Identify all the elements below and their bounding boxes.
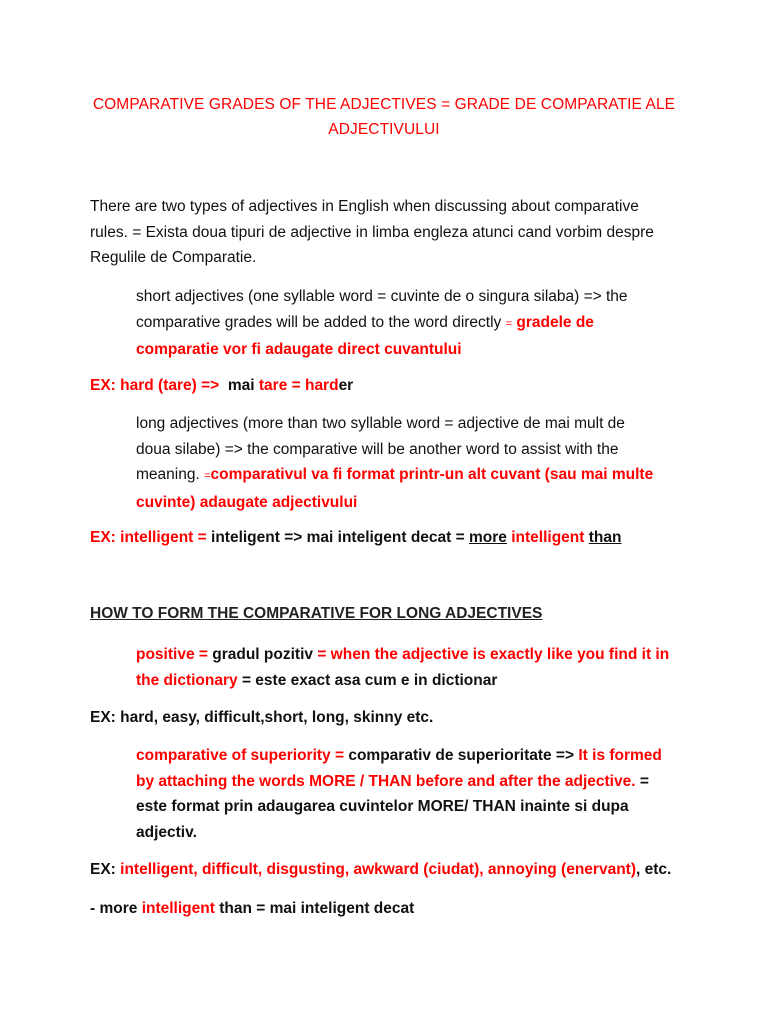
long-line-3	[136, 462, 681, 490]
superiority-part-e: =	[639, 772, 649, 790]
example-hard	[90, 373, 690, 399]
long-line-4: cuvinte) adaugate adjectivului	[136, 493, 358, 511]
ex4-part-c: , etc.	[636, 861, 672, 878]
positive-part-a: positive =	[136, 646, 208, 663]
intro-line-3: Regulile de Comparatie.	[90, 249, 257, 266]
example-superiority-list	[90, 857, 690, 883]
long-equals: =	[204, 470, 211, 482]
superiority-line-4: adjectiv.	[136, 823, 197, 841]
ex5-part-b: intelligent	[141, 900, 215, 917]
ex1-part-d: er	[338, 377, 354, 394]
example-more-intelligent	[90, 896, 690, 922]
ex2-part-a: EX: intelligent =	[90, 529, 207, 546]
example-positive-list: EX: hard, easy, difficult,short, long, skinny etc.	[90, 709, 434, 726]
ex4-part-a: EX:	[90, 861, 116, 878]
superiority-line-2	[136, 769, 681, 795]
ex1-part-c: tare = hard	[258, 377, 339, 394]
positive-part-e: = este exact asa cum e in dictionar	[241, 671, 498, 689]
positive-part-b: gradul pozitiv	[212, 646, 313, 663]
long-line-2: doua silabe) => the comparative will be another word to assist with the	[136, 440, 619, 458]
long-red-text: comparativul va fi format printr-un alt cuvant (sau mai multe	[210, 466, 654, 483]
ex5-part-c: than = mai inteligent decat	[219, 900, 415, 917]
bullet-short-adjectives	[136, 284, 681, 363]
superiority-part-b: comparativ de superioritate =>	[348, 747, 575, 764]
bullet-long-adjectives	[136, 411, 681, 515]
ex1-part-a: EX: hard (tare) =>	[90, 377, 220, 394]
ex2-part-b: inteligent => mai inteligent decat =	[211, 529, 465, 546]
ex2-than: than	[588, 529, 622, 546]
superiority-part-c: It is formed	[578, 747, 662, 764]
document-title	[60, 92, 708, 142]
short-red-text: gradele de	[516, 313, 594, 331]
ex1-part-b: mai	[227, 377, 255, 394]
ex2-more: more	[469, 529, 507, 546]
positive-part-c: = when the adjective is exactly like you find it in	[317, 646, 670, 663]
positive-line-1	[136, 642, 681, 668]
superiority-part-a: comparative of superiority =	[136, 747, 345, 764]
positive-part-d: the dictionary	[136, 671, 238, 689]
long-line-1: long adjectives (more than two syllable word = adjective de mai mult de	[136, 415, 625, 432]
bullet-superiority	[136, 743, 681, 845]
long-line-3-text: meaning.	[136, 466, 200, 483]
example-intelligent	[90, 525, 690, 551]
superiority-line-1	[136, 743, 681, 769]
ex5-part-a: - more	[90, 900, 138, 917]
short-line-3: comparatie vor fi adaugate direct cuvantului	[136, 341, 462, 358]
title-line-2: ADJECTIVULUI	[328, 121, 440, 138]
section-heading: HOW TO FORM THE COMPARATIVE FOR LONG ADJECTIVES	[90, 605, 543, 622]
ex2-intelligent: intelligent	[511, 529, 585, 546]
intro-line-1: There are two types of adjectives in English when discussing about comparative	[90, 198, 639, 215]
positive-line-2	[136, 668, 681, 694]
intro-paragraph	[90, 194, 690, 271]
short-line-2	[136, 310, 681, 338]
title-line-1: COMPARATIVE GRADES OF THE ADJECTIVES = GRADE DE COMPARATIE ALE	[92, 96, 676, 113]
short-line-1: short adjectives (one syllable word = cuvinte de o singura silaba) => the	[136, 288, 628, 305]
superiority-part-d: by attaching the words MORE / THAN before and after the adjective.	[136, 772, 636, 790]
short-equals: =	[505, 317, 513, 330]
short-line-2-text: comparative grades will be added to the word directly	[136, 313, 502, 331]
bullet-positive	[136, 642, 681, 693]
superiority-line-3: este format prin adaugarea cuvintelor MORE/ THAN inainte si dupa	[136, 798, 629, 815]
intro-line-2: rules. = Exista doua tipuri de adjective in limba engleza atunci cand vorbim despre	[90, 223, 654, 241]
ex4-part-b: intelligent, difficult, disgusting, awkward (ciudat), annoying (enervant)	[120, 861, 636, 878]
